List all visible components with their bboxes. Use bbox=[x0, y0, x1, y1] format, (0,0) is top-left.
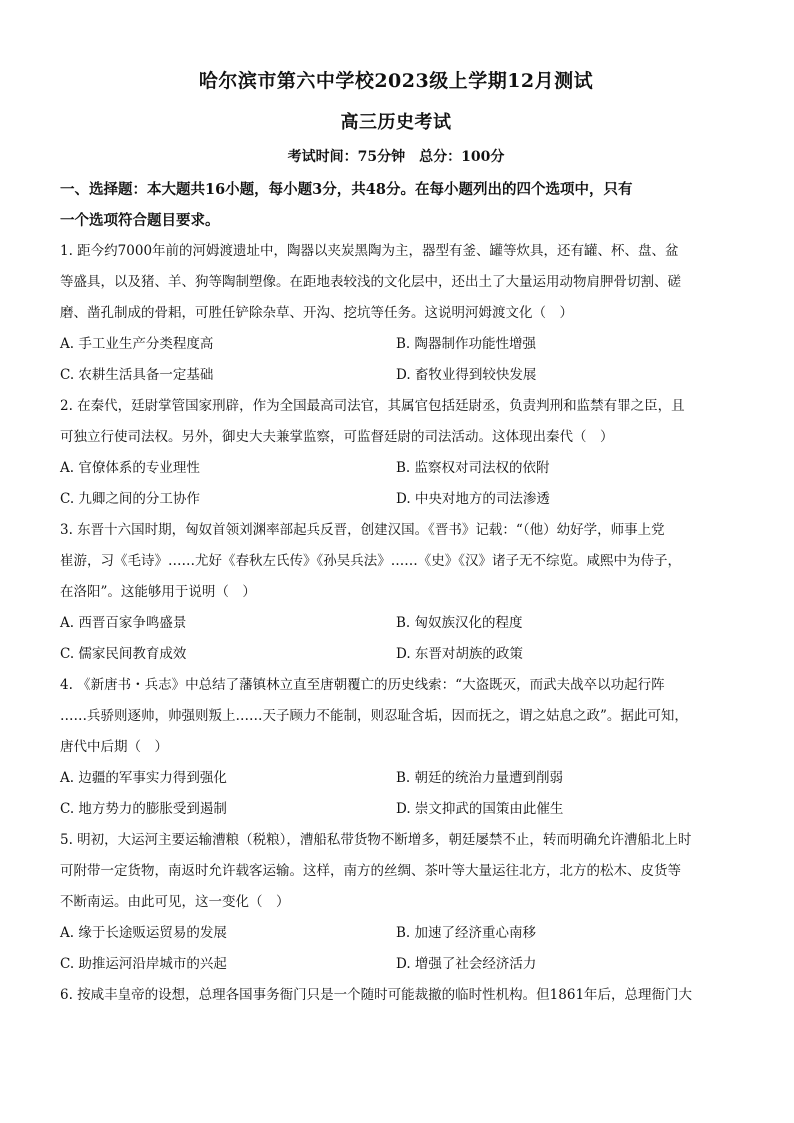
option-b[interactable]: B. 陶器制作功能性增强 bbox=[396, 336, 537, 352]
stem-line: 唐代中后期（ ） bbox=[60, 739, 168, 755]
exam-title: 哈尔滨市第六中学校2023级上学期12月测试 bbox=[198, 70, 594, 92]
question-options bbox=[60, 608, 732, 670]
question-1 bbox=[60, 236, 732, 391]
question-6 bbox=[60, 980, 732, 1011]
option-c[interactable]: C. 儒家民间教育成效 bbox=[60, 646, 187, 662]
stem-line: 可独立行使司法权。另外，御史大夫兼掌监察，可监督廷尉的司法活动。这体现出秦代（ ） bbox=[60, 429, 614, 445]
option-c[interactable]: C. 农耕生活具备一定基础 bbox=[60, 367, 214, 383]
option-a[interactable]: A. 缘于长途贩运贸易的发展 bbox=[60, 925, 227, 941]
question-stem bbox=[60, 980, 732, 1011]
section-heading bbox=[60, 174, 732, 236]
stem-line: 可附带一定货物，南返时允许载客运输。这样，南方的丝绸、茶叶等大量运往北方，北方的松木、皮货等 bbox=[60, 863, 681, 879]
option-d[interactable]: D. 中央对地方的司法渗透 bbox=[396, 491, 550, 507]
option-b[interactable]: B. 朝廷的统治力量遭到削弱 bbox=[396, 770, 564, 786]
stem-line: 2. 在秦代，廷尉掌管国家刑辟，作为全国最高司法官，其属官包括廷尉丞，负责判刑和监禁有罪之臣，且 bbox=[60, 398, 685, 414]
question-5 bbox=[60, 825, 732, 980]
question-stem bbox=[60, 515, 732, 608]
question-3 bbox=[60, 515, 732, 670]
question-2 bbox=[60, 391, 732, 515]
stem-line: 等盛具，以及猪、羊、狗等陶制塑像。在距地表较浅的文化层中，还出土了大量运用动物肩胛骨切割、磋 bbox=[60, 274, 681, 290]
option-c[interactable]: C. 九卿之间的分工协作 bbox=[60, 491, 200, 507]
option-c[interactable]: C. 助推运河沿岸城市的兴起 bbox=[60, 956, 227, 972]
exam-subtitle: 高三历史考试 bbox=[340, 112, 452, 133]
question-options bbox=[60, 329, 732, 391]
stem-line: 在洛阳”。这能够用于说明（ ） bbox=[60, 584, 256, 600]
option-a[interactable]: A. 手工业生产分类程度高 bbox=[60, 336, 214, 352]
option-a[interactable]: A. 西晋百家争鸣盛景 bbox=[60, 615, 187, 631]
option-d[interactable]: D. 增强了社会经济活力 bbox=[396, 956, 537, 972]
stem-line: ……兵骄则逐帅，帅强则叛上……天子顾力不能制，则忍耻含垢，因而抚之，谓之姑息之政”。据此可知， bbox=[60, 708, 688, 724]
stem-line: 磨、凿孔制成的骨耜，可胜任铲除杂草、开沟、挖坑等任务。这说明河姆渡文化（ ） bbox=[60, 305, 573, 321]
exam-info: 考试时间：75分钟 总分：100分 bbox=[287, 149, 505, 165]
question-stem bbox=[60, 670, 732, 763]
question-stem bbox=[60, 825, 732, 918]
option-d[interactable]: D. 崇文抑武的国策由此催生 bbox=[396, 801, 564, 817]
option-c[interactable]: C. 地方势力的膨胀受到遏制 bbox=[60, 801, 227, 817]
question-options bbox=[60, 763, 732, 825]
question-stem bbox=[60, 236, 732, 329]
stem-line: 4. 《新唐书・兵志》中总结了藩镇林立直至唐朝覆亡的历史线索：“大盗既灭，而武夫战卒以功起行阵 bbox=[60, 677, 665, 693]
stem-line: 6. 按咸丰皇帝的设想，总理各国事务衙门只是一个随时可能裁撤的临时性机构。但1861年后，总理衙门大 bbox=[60, 987, 693, 1003]
question-options bbox=[60, 918, 732, 980]
option-a[interactable]: A. 官僚体系的专业理性 bbox=[60, 460, 200, 476]
option-a[interactable]: A. 边疆的军事实力得到强化 bbox=[60, 770, 227, 786]
option-b[interactable]: B. 加速了经济重心南移 bbox=[396, 925, 537, 941]
stem-line: 5. 明初，大运河主要运输漕粮（税粮），漕船私带货物不断增多，朝廷屡禁不止，转而明确允许漕船北上时 bbox=[60, 832, 692, 848]
question-stem bbox=[60, 391, 732, 453]
section-heading-line: 一个选项符合题目要求。 bbox=[60, 212, 220, 229]
option-b[interactable]: B. 匈奴族汉化的程度 bbox=[396, 615, 523, 631]
section-heading-line: 一、选择题：本大题共16小题，每小题3分，共48分。在每小题列出的四个选项中，只有 bbox=[60, 181, 633, 198]
question-4 bbox=[60, 670, 732, 825]
option-d[interactable]: D. 东晋对胡族的政策 bbox=[396, 646, 523, 662]
stem-line: 不断南运。由此可见，这一变化（ ） bbox=[60, 894, 290, 910]
question-options bbox=[60, 453, 732, 515]
option-d[interactable]: D. 畜牧业得到较快发展 bbox=[396, 367, 537, 383]
stem-line: 1. 距今约7000年前的河姆渡遗址中，陶器以夹炭黑陶为主，器型有釜、罐等炊具，还有罐、杯、盘、盆 bbox=[60, 243, 679, 259]
option-b[interactable]: B. 监察权对司法权的依附 bbox=[396, 460, 550, 476]
stem-line: 崔游，习《毛诗》……尤好《春秋左氏传》《孙吴兵法》……《史》《汉》诸子无不综览。咸熙中为侍子， bbox=[60, 553, 681, 569]
stem-line: 3. 东晋十六国时期，匈奴首领刘渊率部起兵反晋，创建汉国。《晋书》记载：“（他）幼好学，师事上党 bbox=[60, 522, 665, 538]
